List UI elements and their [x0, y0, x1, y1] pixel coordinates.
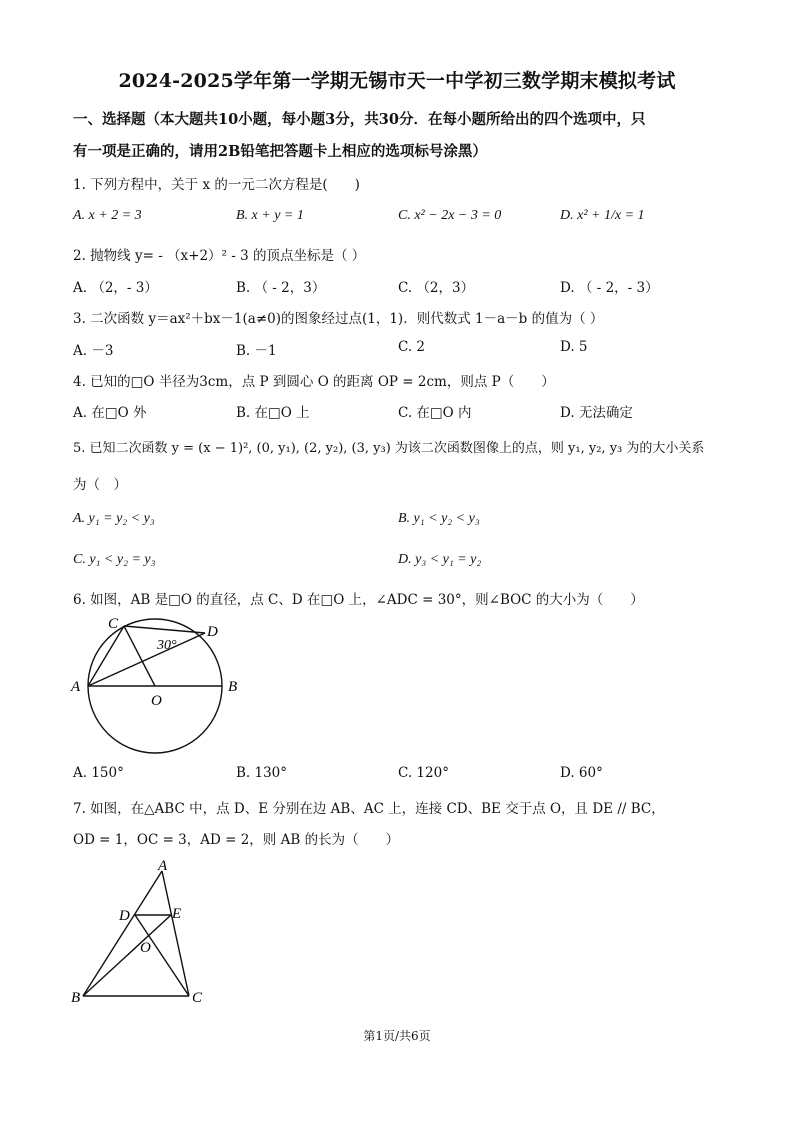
q3-option-d: D. 5: [560, 339, 588, 355]
label-a: A: [71, 679, 81, 695]
q1-option-c: C. x² − 2x − 3 = 0: [398, 208, 502, 223]
q6-option-d: D. 60°: [560, 765, 603, 781]
label-c: C: [192, 990, 203, 1006]
section-heading-line2: 有一项是正确的，请用2B铅笔把答题卡上相应的选项标号涂黑）: [73, 143, 487, 160]
q6-option-a: A. 150°: [73, 765, 124, 781]
label-b: B: [71, 990, 81, 1006]
label-o: O: [151, 693, 162, 709]
question-3-stem: 3. 二次函数 y＝ax²＋bx－1(a≠0)的图象经过点(1，1)．则代数式 1－a－b 的值为（ ）: [73, 311, 604, 327]
label-b: B: [228, 679, 238, 695]
q3-option-b: B. －1: [236, 343, 277, 359]
q6-option-c: C. 120°: [398, 765, 449, 781]
q2-option-b: B. （ - 2，3）: [236, 280, 326, 296]
question-6-stem: 6. 如图，AB 是□O 的直径，点 C、D 在□O 上，∠ADC = 30°，则∠BOC 的大小为（ ）: [73, 592, 644, 608]
q2-option-c: C. （2，3）: [398, 280, 475, 296]
label-d: D: [119, 908, 130, 924]
q1-option-d: D. x² + 1/x = 1: [560, 208, 645, 223]
q2-option-d: D. （ - 2，- 3）: [560, 280, 659, 296]
angle-label: 30°: [157, 638, 177, 653]
page-footer: 第1页/共6页: [363, 1029, 431, 1043]
q1-option-b: B. x + y = 1: [236, 208, 304, 223]
q3-option-a: A. －3: [73, 343, 114, 359]
q4-option-a: A. 在□O 外: [73, 405, 147, 421]
question-2-stem: 2. 抛物线 y= - （x+2）² - 3 的顶点坐标是（ ）: [73, 248, 366, 264]
label-e: E: [172, 906, 182, 922]
q4-option-d: D. 无法确定: [560, 405, 633, 421]
q5-option-a: A. y₁ = y₂ < y₃: [73, 511, 155, 526]
question-5-stem-line1: 5. 已知二次函数 y = (x − 1)², (0, y₁), (2, y₂), (3, y₃) 为该二次函数图像上的点，则 y₁, y₂, y₃ 为的大小关系: [73, 441, 705, 456]
q4-option-b: B. 在□O 上: [236, 405, 310, 421]
question-7-stem-line2: OD = 1，OC = 3，AD = 2，则 AB 的长为（ ）: [73, 832, 400, 848]
label-o: O: [140, 940, 151, 956]
label-c: C: [108, 616, 119, 632]
side-ac: [162, 871, 189, 996]
question-7-stem-line1: 7. 如图，在△ABC 中，点 D、E 分别在边 AB、AC 上，连接 CD、BE 交于点 O，且 DE // BC，: [73, 801, 665, 817]
question-4-stem: 4. 已知的□O 半径为3cm，点 P 到圆心 O 的距离 OP = 2cm，则点 P（ ）: [73, 374, 555, 390]
label-a: A: [158, 858, 168, 874]
page-title: 2024-2025学年第一学期无锡市天一中学初三数学期末模拟考试: [118, 70, 676, 92]
q5-option-b: B. y₁ < y₂ < y₃: [398, 511, 480, 526]
q3-option-c: C. 2: [398, 339, 426, 355]
chord-cd: [124, 626, 205, 633]
radius-oc: [124, 626, 155, 686]
q5-option-d: D. y₃ < y₁ = y₂: [398, 552, 482, 567]
chord-ca: [88, 626, 124, 686]
question-5-stem-line2: 为（ ）: [73, 477, 127, 493]
question-1-stem: 1. 下列方程中，关于 x 的一元二次方程是( ): [73, 177, 360, 193]
q1-option-a: A. x + 2 = 3: [73, 208, 142, 223]
section-heading-line1: 一、选择题（本大题共10小题，每小题3分，共30分．在每小题所给出的四个选项中，只: [73, 111, 646, 128]
circle-figure: [66, 610, 256, 760]
q5-option-c: C. y₁ < y₂ = y₃: [73, 552, 156, 567]
q2-option-a: A. （2，- 3）: [73, 280, 158, 296]
triangle-figure: [66, 858, 216, 1008]
q4-option-c: C. 在□O 内: [398, 405, 472, 421]
q6-option-b: B. 130°: [236, 765, 288, 781]
label-d: D: [207, 624, 218, 640]
